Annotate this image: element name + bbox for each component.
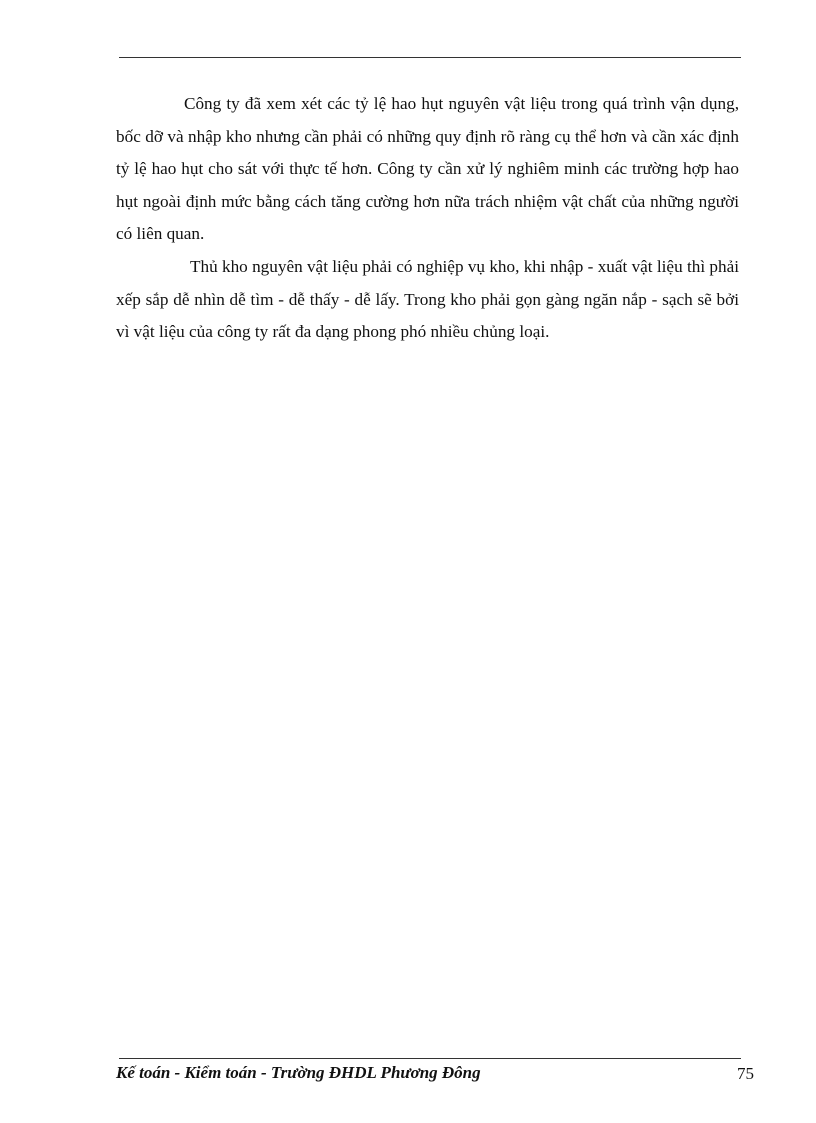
paragraph-warehouse-keeper: Thủ kho nguyên vật liệu phải có nghiệp vụ kho, khi nhập - xuất vật liệu thì phải xếp sắp dễ nhìn dễ tìm - dễ thấy - dễ lấy. Trong kho phải gọn gàng ngăn nắp - sạch sẽ bởi vì vật liệu của công ty rất đa dạng phong phó nhiều chủng loại. <box>116 256 739 342</box>
footer-rule <box>119 1058 741 1059</box>
paragraph-loss-rates: Công ty đã xem xét các tỷ lệ hao hụt nguyên vật liệu trong quá trình vận dụng, bốc dỡ và nhập kho nhưng cần phải có những quy định rõ ràng cụ thể hơn và cần xác định tỷ lệ hao hụt cho sát với thực tế hơn. Công ty cần xử lý nghiêm minh các trường hợp hao hụt ngoài định mức bằng cách tăng cường hơn nữa trách nhiệm vật chất của những người có liên quan. <box>116 94 739 244</box>
document-body <box>116 88 739 349</box>
header-rule <box>119 57 741 58</box>
page-number: 75 <box>737 1064 754 1083</box>
footer-title: Kế toán - Kiểm toán - Trường ĐHDL Phương Đông <box>116 1063 481 1082</box>
